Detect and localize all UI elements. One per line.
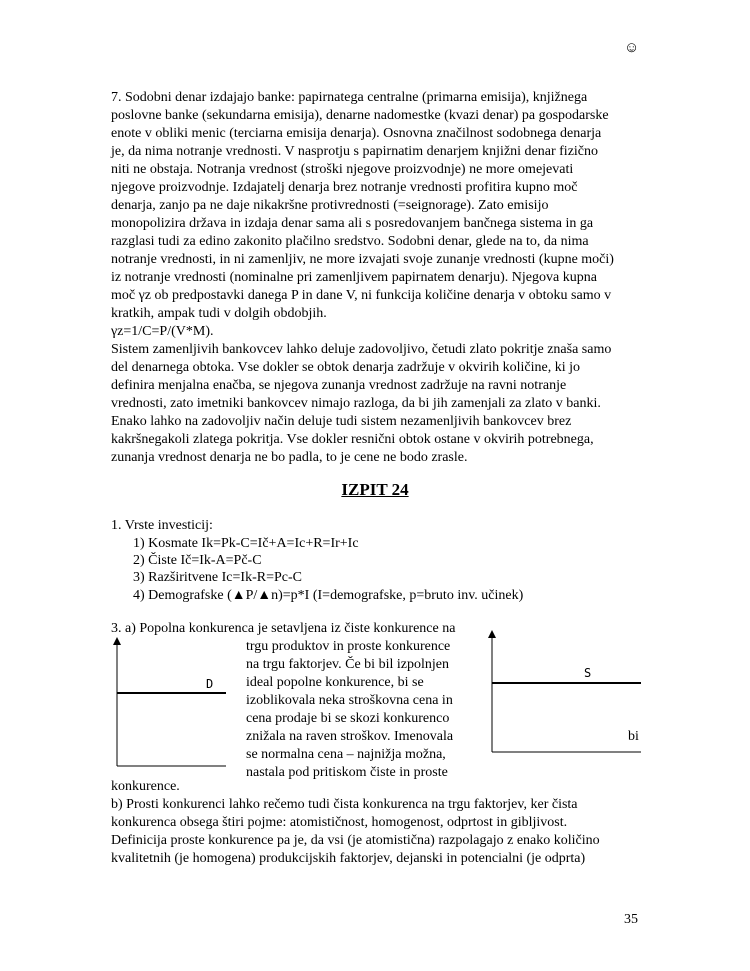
demand-label: D — [206, 677, 214, 691]
text-line: b) Prosti konkurenci lahko rečemo tudi čista konkurenca na trgu faktorjev, ker čista — [111, 797, 578, 812]
text-line: poslovne banke (sekundarna emisija), denarne nadomestke (kvazi denar) pa gospodarske — [111, 108, 609, 123]
question-1-item: 4) Demografske (▲P/▲n)=p*I (I=demografske, p=bruto inv. učinek) — [133, 588, 524, 603]
text-line: konkurenca obsega štiri pojme: atomističnost, homogenost, odprtost in gibljivost. — [111, 815, 568, 830]
question-3-text-line: nastala pod pritiskom čiste in proste — [246, 765, 448, 780]
text-line: kvalitetnih (je homogena) produkcijskih faktorjev, dejanski in potencialni (je odprta) — [111, 851, 586, 866]
text-line: niti ne obstaja. Notranja vrednost (stroški njegove proizvodnje) ne more omejevati — [111, 162, 574, 177]
demand-graph — [108, 632, 228, 772]
question-3-text-line: se normalna cena – najnižja možna, — [246, 747, 446, 762]
question-3-text-line: izoblikovala neka stroškovna cena in — [246, 693, 453, 708]
question-1-item: 3) Razširitvene Ic=Ik-R=Pc-C — [133, 570, 302, 585]
page-number: 35 — [624, 912, 638, 927]
text-line: kratkih, ampak tudi v dolgih obdobjih. — [111, 306, 327, 321]
question-3-text-line: ideal popolne konkurence, bi se — [246, 675, 424, 690]
question-3-text-line: znižala na raven stroškov. Imenovala — [246, 729, 454, 744]
question-3-text-line: na trgu faktorjev. Če bi bil izpolnjen — [246, 657, 449, 672]
text-line: definira menjalna enačba, se njegova zunanja vrednost zadržuje na ravni notranje — [111, 378, 567, 393]
text-line: kakršnegakoli zlatega pokritja. Vse dokler resnični obtok ostane v okvirih potrebnega, — [111, 432, 594, 447]
text-line: iz notranje vrednosti (nominalne pri zamenljivem papirnatem denarju). Njegova kupna — [111, 270, 597, 285]
text-line: Enako lahko na zadovoljiv način deluje tudi sistem nezamenljivih bankovcev brez — [111, 414, 572, 429]
text-line: denarja, zanjo pa ne daje nikakršne protivrednosti (=seignorage). Zato emisijo — [111, 198, 549, 213]
text-line: Definicija proste konkurence pa je, da vsi (je atomistična) razpolagajo z enako količino — [111, 833, 600, 848]
question-3-right-word: bi — [628, 729, 639, 744]
text-line: enote v obliki menic (terciarna emisija denarja). Osnovna značilnost sodobnega denarja — [111, 126, 602, 141]
section-7-paragraph — [111, 89, 651, 467]
text-line: notranje vrednosti, in ni zamenljiv, ne more izvajati svoje zunanje vrednosti (kupne moči) — [111, 252, 614, 267]
question-1-item: 1) Kosmate Ik=Pk-C=Ič+A=Ic+R=Ir+Ic — [133, 536, 359, 551]
text-line: monopolizira država in izdaja denar sama ali s posredovanjem bančnega sistema in ga — [111, 216, 594, 231]
text-line: je, da nima notranje vrednosti. V nasprotju s papirnatim denarjem knjižni denar fizično — [111, 144, 599, 159]
question-3-text-line: cena prodaje bi se skozi konkurenco — [246, 711, 450, 726]
text-line: zunanja vrednost denarja ne bo padla, to je cene ne bodo zrasle. — [111, 450, 468, 465]
question-3-part-b — [111, 796, 651, 868]
text-line: del denarnega obtoka. Vse dokler se obtok denarja zadržuje v okvirih količine, ki jo — [111, 360, 580, 375]
text-line: vrednosti, zato imetniki bankovcev nimajo razloga, da bi jih zamenjali za zlato v banki. — [111, 396, 601, 411]
text-line: moč γz ob predpostavki danega P in dane V, ni funkcija količine denarja v obtoku samo v — [111, 288, 612, 303]
question-1-item: 2) Čiste Ič=Ik-A=Pč-C — [133, 553, 262, 568]
formula-line: γz=1/C=P/(V*M). — [111, 324, 214, 339]
text-line: razglasi tudi za edino zakonito plačilno sredstvo. Sodobni denar, glede na to, da nima — [111, 234, 589, 249]
question-3-line-a: 3. a) Popolna konkurenca je setavljena iz čiste konkurence na — [111, 621, 456, 636]
supply-graph — [486, 627, 646, 757]
text-line: njegove proizvodnje. Izdajatelj denarja brez notranje vrednosti profitira kupno moč — [111, 180, 578, 195]
question-1-title: 1. Vrste investicij: — [111, 518, 213, 533]
question-3-line-end: konkurence. — [111, 779, 180, 794]
question-3-text-line: trgu produktov in proste konkurence — [246, 639, 451, 654]
text-line: Sistem zamenljivih bankovcev lahko deluje zadovoljivo, četudi zlato pokritje znaša samo — [111, 342, 612, 357]
smiley-mark: ☺ — [624, 40, 640, 56]
supply-label: S — [584, 666, 592, 680]
text-line: 7. Sodobni denar izdajajo banke: papirnatega centralne (primarna emisija), knjižnega — [111, 90, 588, 105]
exam-title: IZPIT 24 — [341, 480, 409, 499]
